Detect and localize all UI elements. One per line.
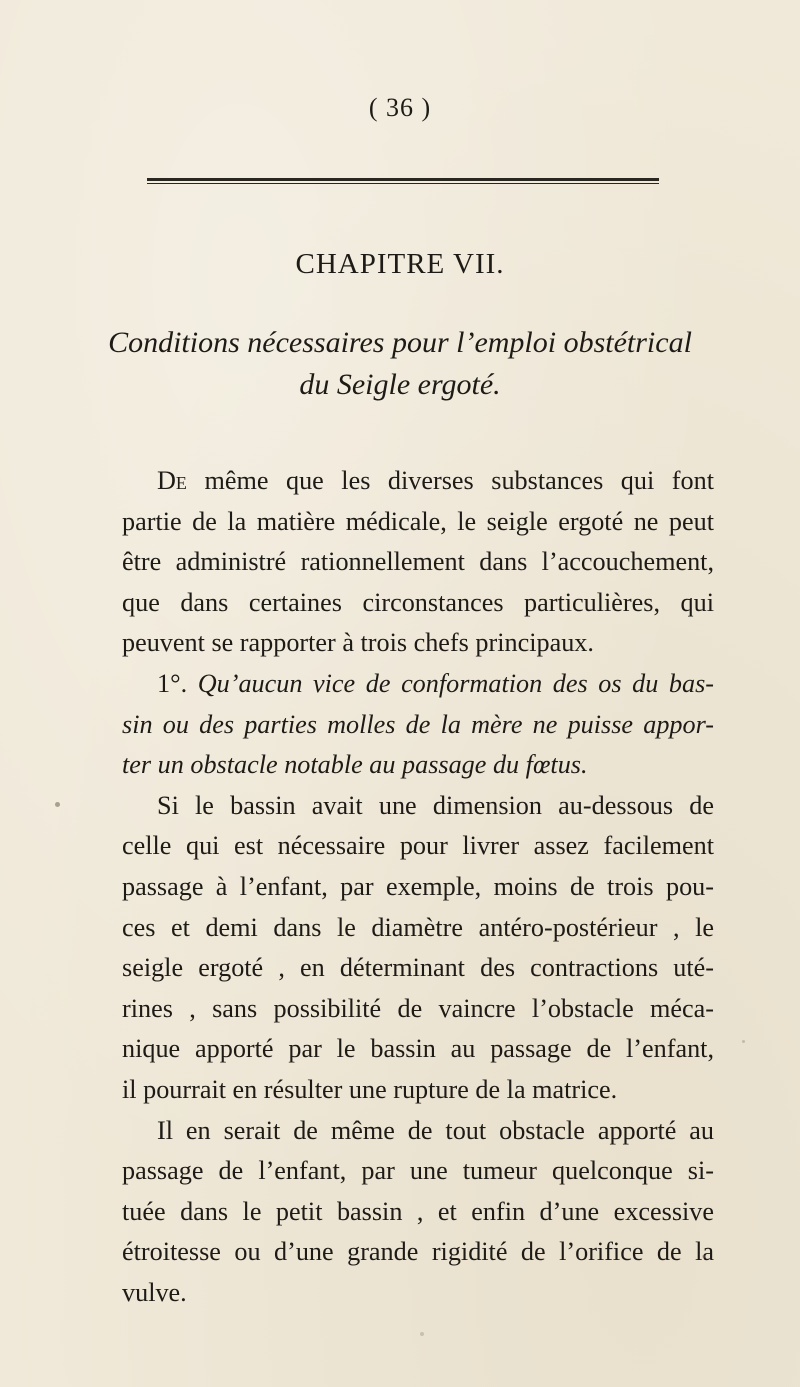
text-line: sin ou des parties molles de la mère ne puisse appor- — [122, 709, 714, 739]
paper-speck — [702, 1255, 705, 1258]
text-line: vulve. — [122, 1277, 187, 1307]
text-line: il pourrait en résulter une rupture de la matrice. — [122, 1074, 618, 1104]
paper-speck — [420, 1332, 424, 1336]
body-text — [122, 461, 714, 1313]
chapter-title: CHAPITRE VII. — [295, 248, 505, 280]
text-line: passage de l’enfant, par une tumeur quelconque si- — [122, 1156, 714, 1186]
text-span: même que les diverses substances qui font — [204, 466, 714, 495]
text-line: celle qui est nécessaire pour livrer assez facilement — [122, 831, 714, 861]
text-line: ter un obstacle notable au passage du fœtus. — [122, 750, 588, 780]
text-line: seigle ergoté , en déterminant des contractions uté- — [122, 953, 714, 983]
subtitle-line: Conditions nécessaires pour l’emploi obstétrical — [108, 326, 692, 359]
text-line — [122, 461, 714, 502]
text-span: Qu’aucun vice de conformation des os du bas- — [197, 668, 715, 698]
text-line: ces et demi dans le diamètre antéro-postérieur , le — [122, 912, 714, 942]
page-number: ( 36 ) — [368, 93, 432, 122]
item-number: 1°. — [157, 668, 188, 698]
text-line: que dans certaines circonstances particulières, qui — [122, 587, 714, 617]
header-rule-thick — [147, 178, 659, 181]
paper-speck — [742, 1040, 745, 1043]
text-line: Si le bassin avait une dimension au-dessous de — [157, 790, 714, 820]
text-line: nique apporté par le bassin au passage de l’enfant, — [122, 1034, 714, 1064]
text-line: peuvent se rapporter à trois chefs principaux. — [122, 628, 594, 658]
text-line: rines , sans possibilité de vaincre l’obstacle méca- — [122, 993, 714, 1023]
text-line: passage à l’enfant, par exemple, moins de trois pou- — [122, 871, 714, 901]
chapter-subtitle — [0, 322, 800, 406]
text-line: être administré rationnellement dans l’accouchement, — [122, 547, 714, 577]
subtitle-line: du Seigle ergoté. — [299, 368, 501, 401]
header-rule — [147, 178, 659, 185]
text-line: partie de la matière médicale, le seigle ergoté ne peut — [122, 506, 714, 536]
text-line: tuée dans le petit bassin , et enfin d’une excessive — [122, 1196, 714, 1226]
text-line: étroitesse ou d’une grande rigidité de l’orifice de la — [122, 1237, 714, 1267]
drop-word: De — [157, 466, 187, 495]
text-line: Il en serait de même de tout obstacle apporté au — [157, 1115, 714, 1145]
text-line — [122, 664, 714, 705]
paper-speck — [55, 802, 60, 807]
header-rule-thin — [147, 183, 659, 184]
